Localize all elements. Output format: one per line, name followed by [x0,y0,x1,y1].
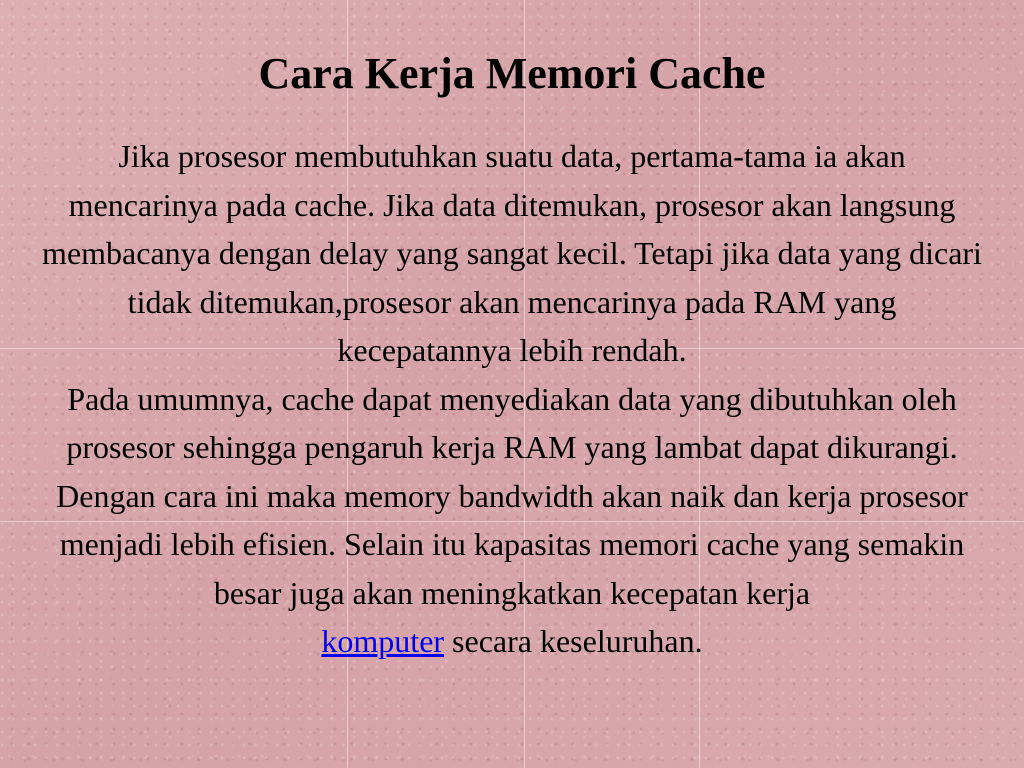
paragraph-2-text: Pada umumnya, cache dapat menyediakan data yang dibutuhkan oleh prosesor sehingga pengaruh kerja RAM yang lambat dapat dikurangi. Dengan cara ini maka memory bandwidth akan naik dan kerja prosesor menjadi lebih efisien. Selain itu kapasitas memori cache yang semakin besar juga akan meningkatkan kecepatan kerja [56,380,968,611]
slide-body [42,132,982,666]
paragraph-2-end: secara keseluruhan. [444,623,703,659]
slide-title: Cara Kerja Memori Cache [258,49,766,98]
komputer-link[interactable]: komputer [321,623,445,659]
paragraph-1: Jika prosesor membutuhkan suatu data, pertama-tama ia akan mencarinya pada cache. Jika data ditemukan, prosesor akan langsung membacanya dengan delay yang sangat kecil. Tetapi jika data yang dicari tidak ditemukan,prosesor akan mencarinya pada RAM yang kecepatannya lebih rendah. [42,138,982,368]
paragraph-2 [42,375,982,666]
